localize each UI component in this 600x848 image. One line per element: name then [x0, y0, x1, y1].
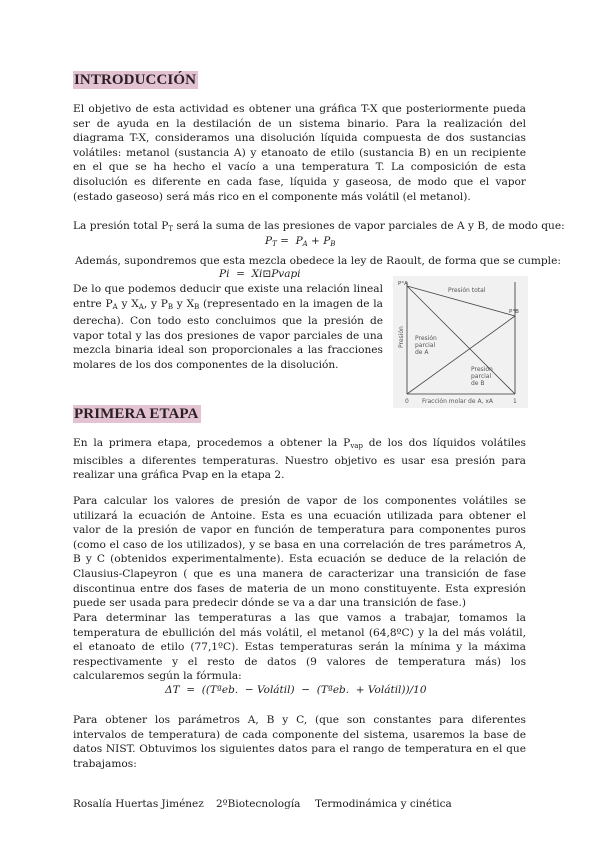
label-partial-b-line2: parcial [471, 373, 492, 380]
first-stage-p1-start: En la primera etapa, procedemos a obtener la P [73, 437, 351, 449]
linear-sub-1: A [112, 302, 118, 311]
equation-delta-t: ΔT = ((Tªeb. − Volátil) − (Tªeb. + Volátil))/10 [165, 684, 427, 696]
footer-author: Rosalía Huertas Jiménez [73, 798, 204, 810]
section-heading-introduccion: INTRODUCCIÓN [74, 72, 197, 88]
total-pressure-subscript: T [168, 225, 173, 233]
diagram-x-tick-0: 0 [405, 398, 409, 405]
eq1-lhs-sub: T [272, 240, 277, 248]
linear-relation-paragraph [73, 282, 383, 373]
label-partial-b-line1: Presión [471, 366, 493, 373]
raoult-sentence: Además, supondremos que esta mezcla obedece la ley de Raoult, de forma que se cumple: [75, 255, 561, 267]
label-pa-star: P°A [398, 281, 408, 287]
linear-text-1: De lo que podemos deducir que existe una relación lineal entre P [73, 283, 383, 310]
first-stage-paragraph-1 [73, 436, 526, 483]
equation-raoult: Pi = Xi⊡Pvapi [219, 268, 301, 280]
footer-subject: Termodinámica y cinética [315, 798, 452, 810]
eq1-equals: = [276, 235, 296, 247]
eq1-pb-sub: B [330, 240, 336, 248]
total-pressure-text-end: será la suma de las presiones de vapor parciales de A y B, de modo que: [173, 220, 565, 232]
first-stage-paragraph-3: Para determinar las temperaturas a las que vamos a trabajar, tomamos la temperatura de ebullición del más volátil, el metanol (64,8ºC) y la del más volátil, el etanoato de etilo (77,1ºC). Estas temperaturas serán la mínima y la máxima respectivamente y el resto de datos (9 valores de temperatura más) los calcularemos según la fórmula: [73, 612, 526, 683]
eq1-pa: P [295, 235, 303, 247]
label-partial-a-line1: Presión [415, 335, 437, 342]
label-partial-a-line2: parcial [415, 342, 436, 349]
diagram-background [393, 276, 528, 408]
linear-sub-2: A [138, 302, 144, 311]
linear-text-2: y X [117, 297, 139, 310]
linear-sub-4: B [194, 302, 200, 311]
diagram-y-label: Presión [398, 326, 405, 348]
linear-sub-3: B [167, 302, 174, 311]
first-stage-p1-sub: vap [350, 442, 363, 450]
eq1-lhs: P [265, 235, 273, 247]
total-pressure-text-start: La presión total P [73, 220, 169, 232]
eq1-plus: + [307, 235, 324, 247]
diagram-x-tick-1: 1 [513, 398, 517, 405]
eq1-pa-sub: A [302, 240, 308, 248]
diagram-x-label: Fracción molar de A, xA [422, 398, 494, 405]
eq1-pb: P [323, 235, 331, 247]
first-stage-paragraph-4: Para obtener los parámetros A, B y C, (que son constantes para diferentes intervalos de temperatura) de cada componente del sistema, usaremos la base de datos NIST. Obtuvimos los siguientes datos para el rango de temperatura en el que trabajamos: [73, 714, 526, 770]
vapor-pressure-diagram-svg [393, 276, 528, 408]
first-stage-p1-end: de los dos líquidos volátiles miscibles a diferentes temperaturas. Nuestro objetivo es usar esa presión para realizar una gráfica Pvap en la etapa 2. [73, 437, 526, 482]
label-pb-star: P°B [509, 309, 519, 315]
label-partial-b-line3: de B [471, 380, 485, 387]
total-pressure-sentence [73, 219, 565, 236]
footer-course: 2ºBiotecnología [216, 798, 301, 810]
vapor-pressure-diagram [393, 276, 528, 408]
label-partial-a-line3: de A [415, 349, 429, 356]
linear-text-4: y X [173, 297, 195, 310]
linear-text-3: , y P [143, 297, 168, 310]
label-total-pressure: Presión total [448, 287, 486, 294]
equation-total-pressure [265, 235, 335, 248]
section-heading-primera-etapa: PRIMERA ETAPA [74, 406, 199, 422]
linear-text-5: (representado en la imagen de la derecha). Con todo esto concluimos que la presión de vapor total y las dos presiones de vapor parciales de una mezcla binaria ideal son proporcionales a las fracciones molares de los dos componentes de la disolución. [73, 297, 383, 371]
intro-paragraph: El objetivo de esta actividad es obtener una gráfica T-X que posteriormente pueda ser de ayuda en la destilación de un sistema binario. Para la realización del diagrama T-X, consideramos una disolución líquida compuesta de dos sustancias volátiles: metanol (sustancia A) y etanoato de etilo (sustancia B) en un recipiente en el que se ha hecho el vacío a una temperatura T. La composición de esta disolución es diferente en cada fase, líquida y gaseosa, de modo que el vapor (estado gaseoso) será más rico en el componente más volátil (el metanol). [73, 103, 526, 203]
first-stage-paragraph-2: Para calcular los valores de presión de vapor de los componentes volátiles se utilizará la ecuación de Antoine. Esta es una ecuación utilizada para obtener el valor de la presión de vapor en función de temperatura para componentes puros (como el caso de los utilizados), y se basa en una correlación de tres parámetros A, B y C (obtenidos experimentalmente). Esta ecuación se deduce de la relación de Clausius-Clapeyron ( que es una manera de caracterizar una transición de fase discontinua entre dos fases de materia de un mono constituyente. Esta expresión puede ser usada para predecir dónde se va a dar una transición de fase.) [73, 495, 526, 610]
